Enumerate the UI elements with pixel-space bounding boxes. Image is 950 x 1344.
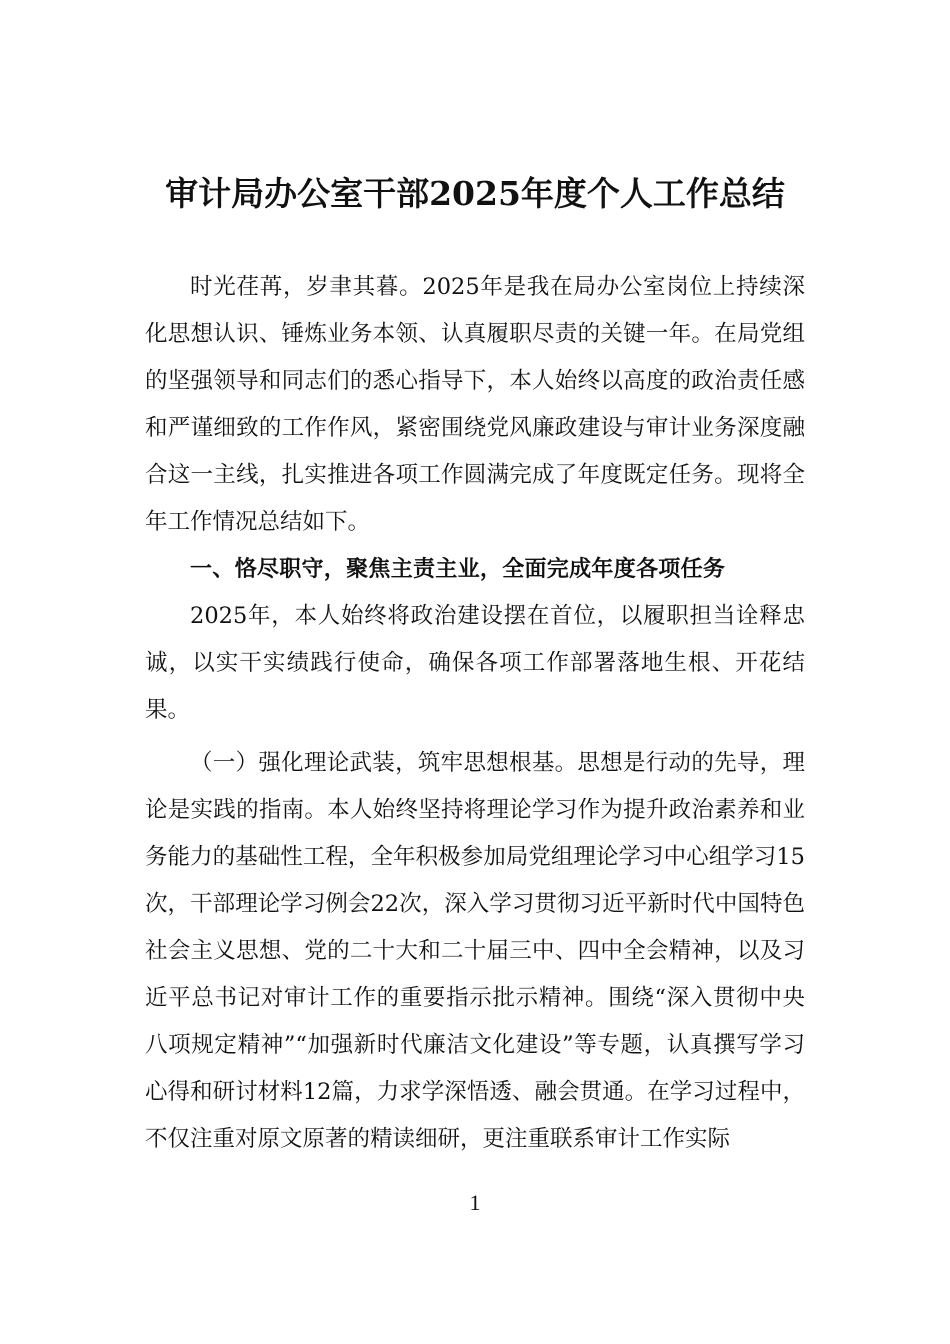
document-title: 审计局办公室干部2025年度个人工作总结 — [165, 174, 785, 213]
section-heading: 一、恪尽职守，聚焦主责主业，全面完成年度各项任务 — [190, 557, 726, 582]
document-body — [145, 264, 805, 1163]
intro-paragraph: 时光荏苒，岁聿其暮。2025年是我在局办公室岗位上持续深化思想认识、锤炼业务本领、认真履职尽责的关键一年。在局党组的坚强领导和同志们的悉心指导下，本人始终以高度的政治责任感和严谨细致的工作作风，紧密围绕党风廉政建设与审计业务深度融合这一主线，扎实推进各项工作圆满完成了年度既定任务。现将全年工作情况总结如下。 — [145, 274, 805, 535]
subsection-paragraph: （一）强化理论武装，筑牢思想根基。思想是行动的先导，理论是实践的指南。本人始终坚持将理论学习作为提升政治素养和业务能力的基础性工程，全年积极参加局党组理论学习中心组学习15次，干部理论学习例会22次，深入学习贯彻习近平新时代中国特色社会主义思想、党的二十大和二十届三中、四中全会精神，以及习近平总书记对审计工作的重要指示批示精神。围绕“深入贯彻中央八项规定精神”“加强新时代廉洁文化建设”等专题，认真撰写学习心得和研讨材料12篇，力求学深悟透、融会贯通。在学习过程中，不仅注重对原文原著的精读细研，更注重联系审计工作实际 — [145, 750, 805, 1152]
section-intro-paragraph: 2025年，本人始终将政治建设摆在首位，以履职担当诠释忠诚，以实干实绩践行使命，确保各项工作部署落地生根、开花结果。 — [145, 603, 805, 723]
page-number: 1 — [469, 1190, 481, 1215]
